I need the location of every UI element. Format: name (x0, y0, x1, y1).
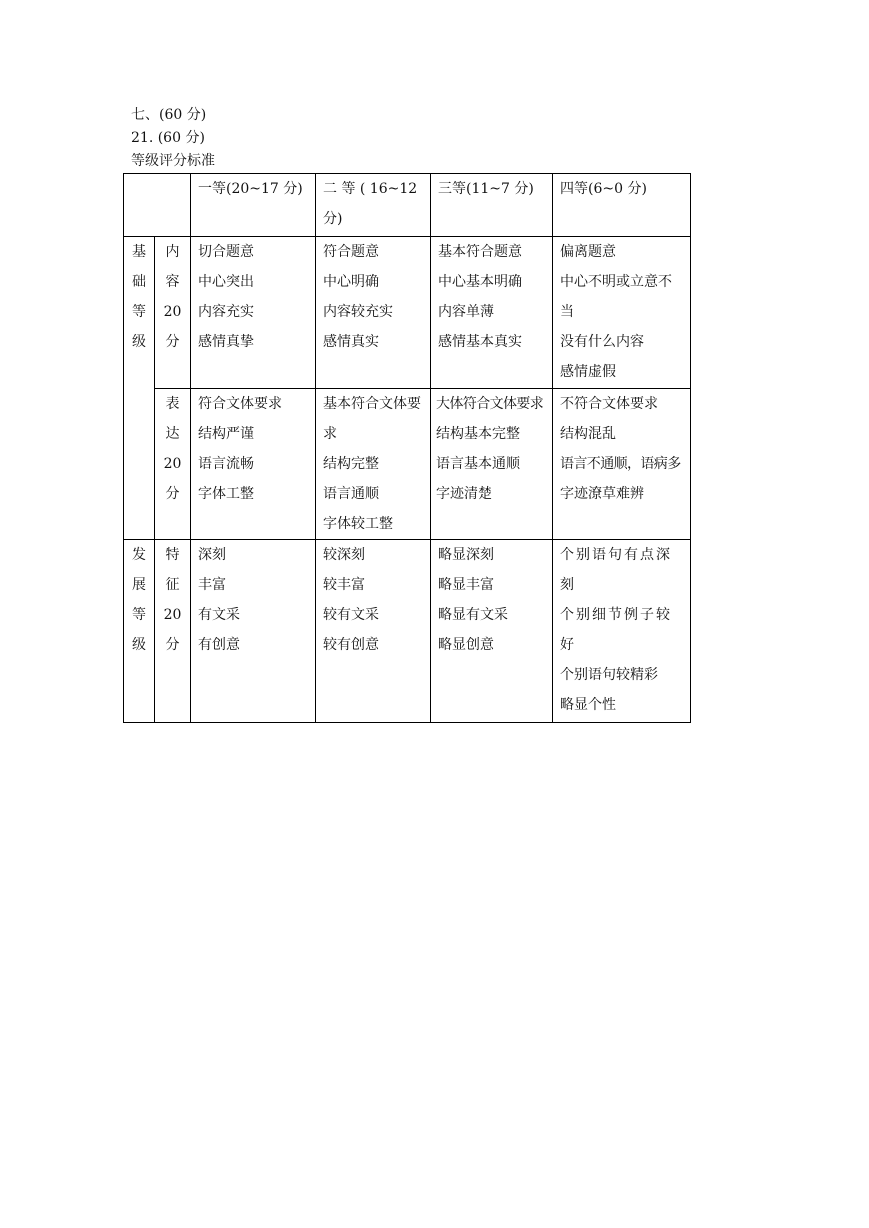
header-corner-cell (124, 174, 191, 237)
cell-expression-grade-2: 基本符合文体要求 结构完整 语言通顺 字体较工整 (316, 389, 431, 540)
table-header-row (124, 174, 691, 237)
cell-features-grade-2: 较深刻 较丰富 较有文采 较有创意 (316, 540, 431, 723)
group-label-basic: 基 础 等 级 (124, 237, 155, 540)
table-row-content (124, 237, 691, 389)
cell-content-grade-3: 基本符合题意 中心基本明确 内容单薄 感情基本真实 (431, 237, 553, 389)
cell-expression-grade-1: 符合文体要求 结构严谨 语言流畅 字体工整 (191, 389, 316, 540)
sub-label-features: 特 征 20 分 (155, 540, 191, 723)
cell-expression-grade-3: 大体符合文体要求 结构基本完整 语言基本通顺 字迹清楚 (431, 389, 553, 540)
group-label-development: 发 展 等 级 (124, 540, 155, 723)
cell-content-grade-4: 偏离题意 中心不明或立意不当 没有什么内容 感情虚假 (553, 237, 691, 389)
table-title: 等级评分标准 (131, 153, 215, 169)
cell-features-grade-3: 略显深刻 略显丰富 略显有文采 略显创意 (431, 540, 553, 723)
cell-content-grade-1: 切合题意 中心突出 内容充实 感情真挚 (191, 237, 316, 389)
question-number: 21. (60 分) (131, 130, 205, 146)
column-header-grade-4: 四等(6~0 分) (553, 174, 691, 237)
section-heading: 七、(60 分) (131, 107, 207, 123)
cell-features-grade-1: 深刻 丰富 有文采 有创意 (191, 540, 316, 723)
grading-standards-table (123, 173, 691, 723)
column-header-grade-3: 三等(11~7 分) (431, 174, 553, 237)
cell-content-grade-2: 符合题意 中心明确 内容较充实 感情真实 (316, 237, 431, 389)
table-row-expression (124, 389, 691, 540)
table-row-features (124, 540, 691, 723)
column-header-grade-1: 一等(20~17 分) (191, 174, 316, 237)
column-header-grade-2: 二 等 ( 16~12 分) (316, 174, 431, 237)
cell-features-grade-4: 个别语句有点深刻 个别细节例子较好 个别语句较精彩 略显个性 (553, 540, 691, 723)
cell-expression-grade-4: 不符合文体要求 结构混乱 语言不通顺，语病多 字迹潦草难辨 (553, 389, 691, 540)
sub-label-expression: 表 达 20 分 (155, 389, 191, 540)
sub-label-content: 内 容 20 分 (155, 237, 191, 389)
